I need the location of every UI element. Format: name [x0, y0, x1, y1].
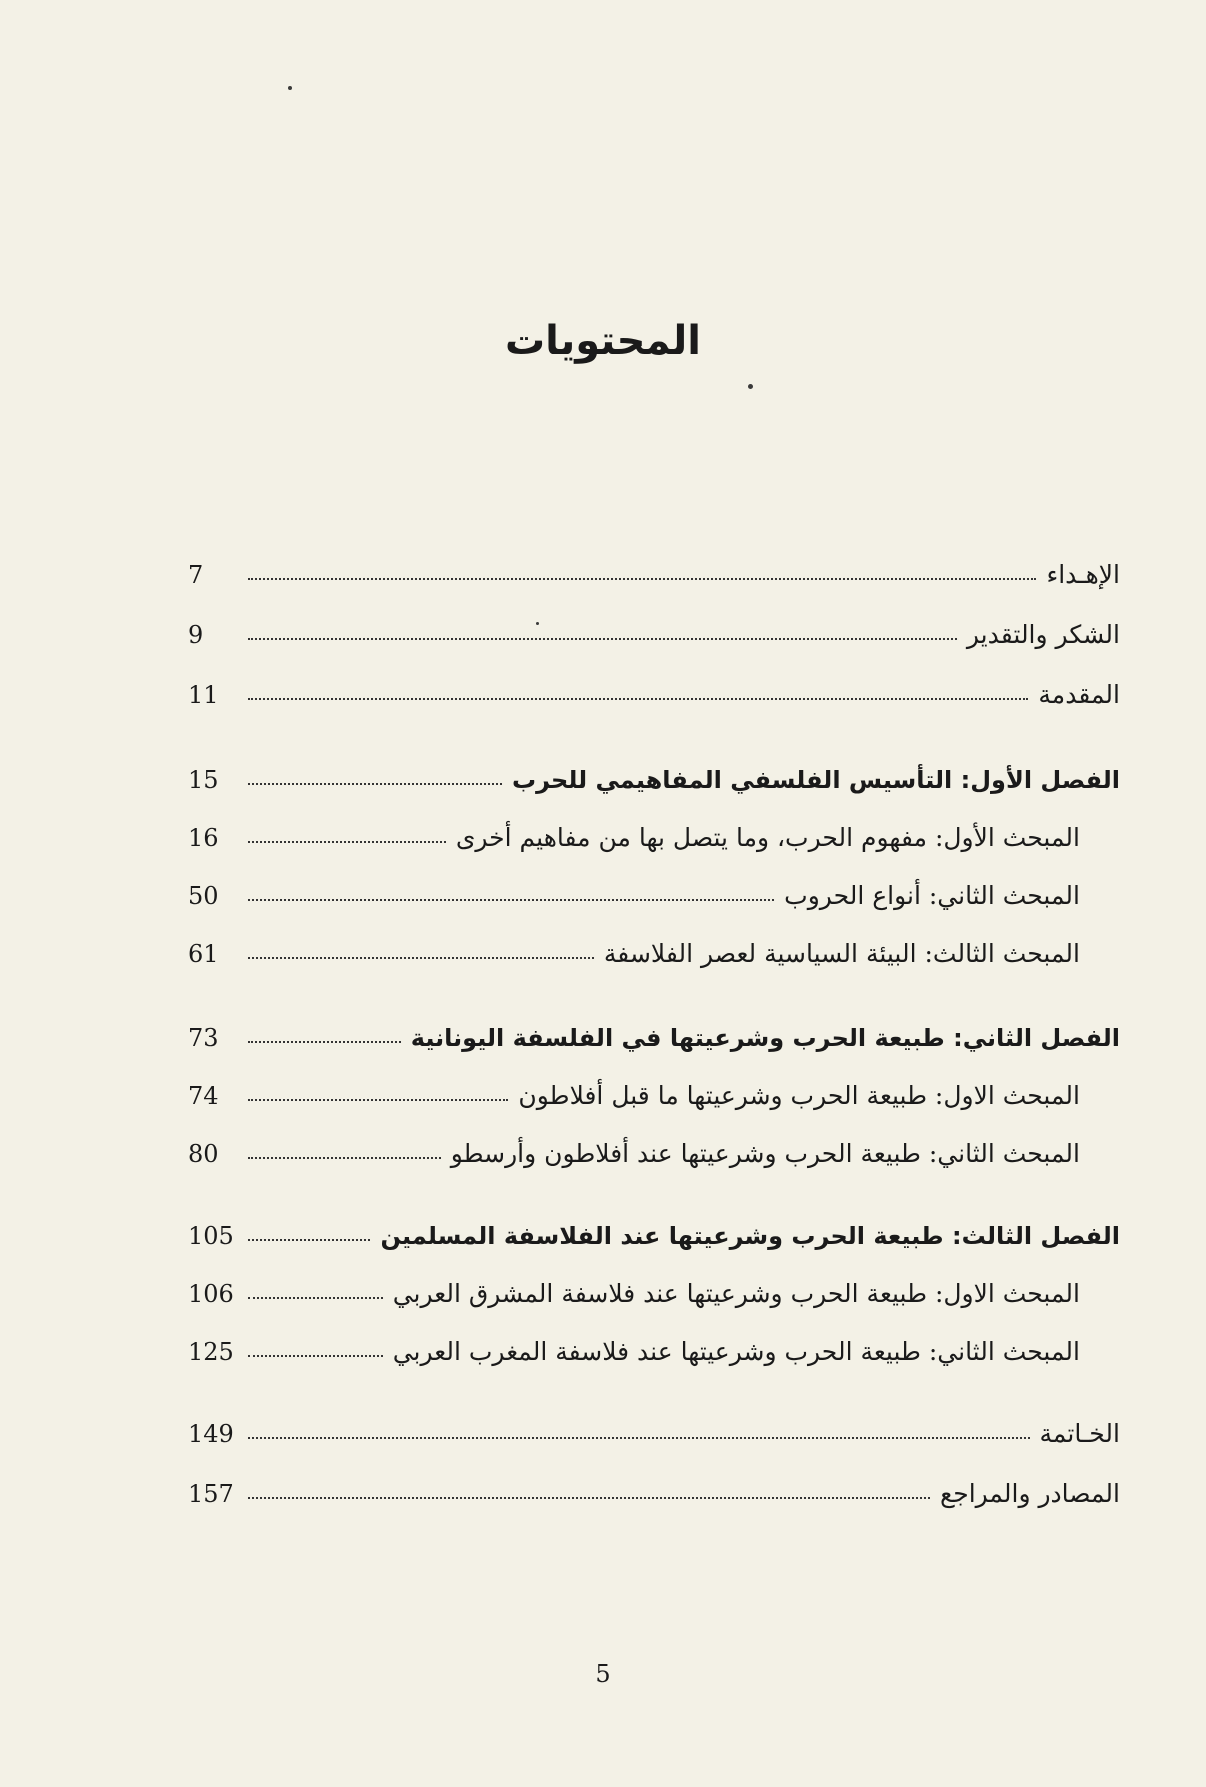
dot-leader — [248, 1099, 508, 1101]
toc-entry-label: الخـاتمة — [1039, 1419, 1120, 1448]
toc-entry-label: الشكر والتقدير — [966, 620, 1120, 649]
toc-entry-page: 7 — [188, 561, 204, 589]
toc-entry-introduction[interactable] — [188, 665, 1120, 709]
toc-entry-page: 9 — [188, 621, 204, 649]
toc-entry-page: 16 — [188, 824, 219, 852]
toc-entry-page: 149 — [188, 1420, 234, 1448]
toc-entry-label: الفصل الثالث: طبيعة الحرب وشرعيتها عند الفلاسفة المسلمين — [380, 1222, 1120, 1250]
toc-entry-chapter-3-section-2[interactable] — [188, 1322, 1120, 1366]
toc-entry-chapter-1-section-3[interactable] — [188, 924, 1120, 968]
dot-leader — [248, 638, 957, 640]
toc-entry-chapter-3-section-1[interactable] — [188, 1264, 1120, 1308]
toc-entry-label: المصادر والمراجع — [939, 1479, 1120, 1508]
toc-entry-chapter-1[interactable] — [188, 750, 1120, 794]
toc-entry-chapter-1-section-2[interactable] — [188, 866, 1120, 910]
toc-entry-page: 157 — [188, 1480, 234, 1508]
dot-leader — [248, 957, 594, 959]
toc-entry-references[interactable] — [188, 1464, 1120, 1508]
dot-leader — [248, 578, 1036, 580]
toc-entry-page: 125 — [188, 1338, 234, 1366]
toc-entry-page: 73 — [188, 1024, 219, 1052]
toc-entry-page: 50 — [188, 882, 219, 910]
toc-entry-label: المبحث الثاني: طبيعة الحرب وشرعيتها عند فلاسفة المغرب العربي — [392, 1337, 1080, 1366]
dot-leader — [248, 1355, 383, 1357]
toc-entry-page: 105 — [188, 1222, 234, 1250]
toc-entry-label: المبحث الثاني: طبيعة الحرب وشرعيتها عند أفلاطون وأرسطو — [450, 1139, 1080, 1168]
toc-entry-page: 80 — [188, 1140, 219, 1168]
toc-entry-label: المبحث الثالث: البيئة السياسية لعصر الفلاسفة — [603, 939, 1080, 968]
dot-leader — [248, 1297, 383, 1299]
toc-entry-chapter-2-section-2[interactable] — [188, 1124, 1120, 1168]
toc-entry-page: 61 — [188, 940, 219, 968]
dot-leader — [248, 1497, 930, 1499]
toc-entry-chapter-1-section-1[interactable] — [188, 808, 1120, 852]
dot-leader — [248, 1437, 1030, 1439]
page-number: 5 — [595, 1660, 611, 1688]
toc-entry-conclusion[interactable] — [188, 1404, 1120, 1448]
toc-entry-label: المبحث الأول: مفهوم الحرب، وما يتصل بها من مفاهيم أخرى — [455, 823, 1080, 852]
dot-leader — [248, 841, 446, 843]
dot-leader — [248, 1157, 441, 1159]
toc-entry-label: الفصل الأول: التأسيس الفلسفي المفاهيمي للحرب — [511, 766, 1120, 794]
dot-leader — [248, 1239, 370, 1241]
toc-entry-chapter-2-section-1[interactable] — [188, 1066, 1120, 1110]
toc-entry-chapter-3[interactable] — [188, 1206, 1120, 1250]
toc-entry-label: المبحث الاول: طبيعة الحرب وشرعيتها عند فلاسفة المشرق العربي — [392, 1279, 1080, 1308]
toc-entry-acknowledgements[interactable] — [188, 605, 1120, 649]
toc-entry-label: الإهـداء — [1046, 560, 1120, 589]
dot-leader — [248, 1041, 401, 1043]
dot-leader — [248, 899, 774, 901]
toc-entry-chapter-2[interactable] — [188, 1008, 1120, 1052]
toc-entry-label: المبحث الاول: طبيعة الحرب وشرعيتها ما قبل أفلاطون — [518, 1081, 1080, 1110]
toc-entry-page: 106 — [188, 1280, 234, 1308]
toc-entry-label: الفصل الثاني: طبيعة الحرب وشرعيتها في الفلسفة اليونانية — [410, 1024, 1120, 1052]
toc-entry-page: 15 — [188, 766, 219, 794]
page-title: المحتويات — [504, 318, 701, 364]
dot-leader — [248, 698, 1028, 700]
table-of-contents — [188, 0, 1120, 1600]
toc-entry-dedication[interactable] — [188, 545, 1120, 589]
toc-entry-page: 74 — [188, 1082, 219, 1110]
toc-entry-label: المقدمة — [1038, 680, 1120, 709]
dot-leader — [248, 783, 502, 785]
toc-entry-page: 11 — [188, 681, 219, 709]
toc-entry-label: المبحث الثاني: أنواع الحروب — [784, 881, 1080, 910]
